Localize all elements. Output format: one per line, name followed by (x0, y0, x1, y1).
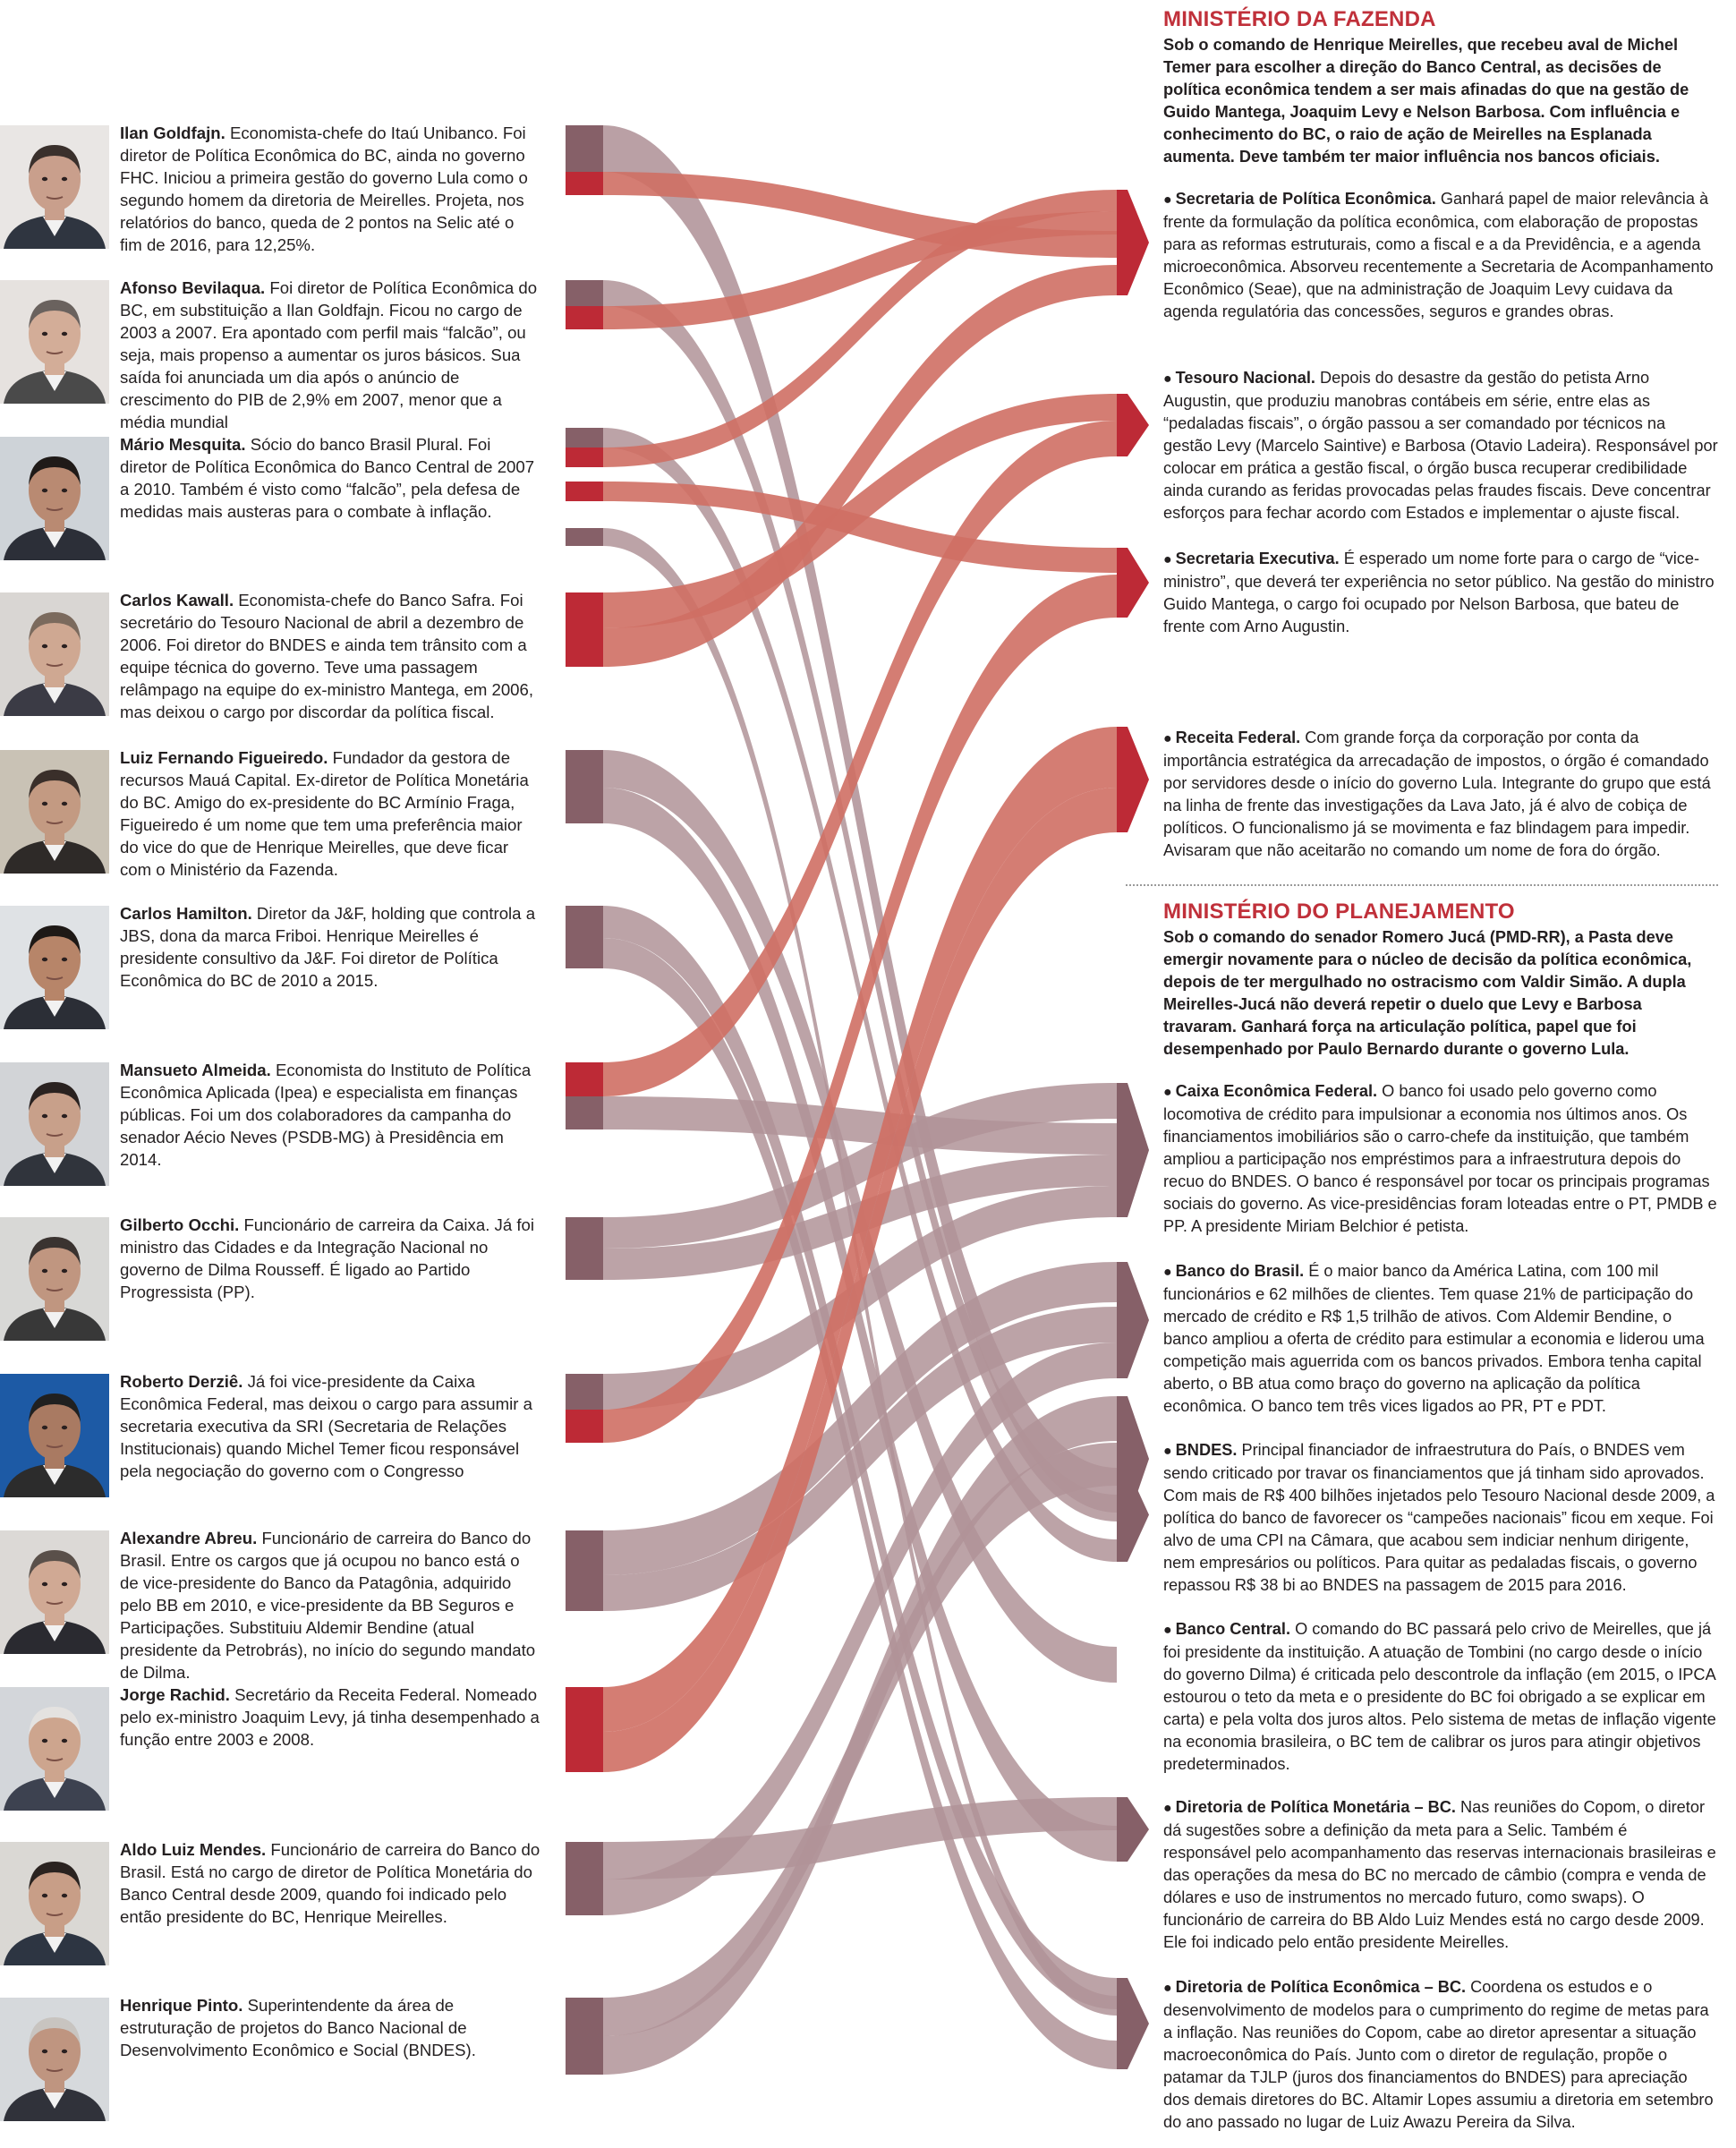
person-bio (120, 1370, 540, 1482)
person-name: Gilberto Occhi. (120, 1215, 240, 1234)
person-bio-text: Já foi vice-presidente da Caixa Econômica Federal, mas deixou o cargo para assumir a secretaria executiva da SRI (Secretaria de Relações Institucionais) quando Michel Temer ficou responsável pela negociação do governo com o Congresso (120, 1372, 532, 1480)
flow-target-arrow (1117, 1083, 1149, 1217)
portrait-carlos-hamilton (0, 906, 109, 1029)
bullet-icon: ● (1163, 1265, 1172, 1280)
flow-band (603, 211, 1117, 329)
person-name: Jorge Rachid. (120, 1685, 230, 1704)
person-bio (120, 1214, 540, 1303)
person-bio-text: Fundador da gestora de recursos Mauá Capital. Ex-diretor de Política Monetária do BC. Amigo do ex-presidente do BC Armínio Fraga, Figueiredo é um nome que tem uma preferência maior do vice do que de Henrique Meirelles, que deve ficar com o Ministério da Fazenda. (120, 748, 529, 879)
flow-target-arrow (1117, 394, 1149, 456)
bullet-icon: ● (1163, 1623, 1172, 1638)
person-bio (120, 1838, 540, 1928)
fazenda-item-secretaria-executiva: ● Secretaria Executiva. É esperado um nome forte para o cargo de “vice-ministro”, que deverá ter experiência no setor público. Na gestão do ministro Guido Mantega, o cargo foi ocupado por Nelson Barbosa, que bateu de frente com Arno Augustin. (1163, 550, 1715, 635)
person-bio-text: Economista do Instituto de Política Econômica Aplicada (Ipea) e especialista em finanças públicas. Foi um dos colaboradores da campanha do senador Aécio Neves (PSDB-MG) à Presidência em 2014. (120, 1061, 532, 1169)
bullet-icon: ● (1163, 1085, 1172, 1100)
flow-source-bar (566, 628, 603, 667)
person-name: Luiz Fernando Figueiredo. (120, 748, 328, 767)
person-bio-text: Economista-chefe do Itaú Unibanco. Foi diretor de Política Econômica do BC, ainda no governo FHC. Iniciou a primeira gestão do governo Lula como o segundo homem da diretoria de Meirelles. Projeta, nos relatórios do banco, queda de 2 pontos na Selic até o fim de 2016, para 12,25%. (120, 124, 528, 254)
flow-target-arrow (1117, 548, 1149, 618)
person-bio-text: Secretário da Receita Federal. Nomeado pelo ex-ministro Joaquim Levy, já tinha desempenhado a função entre 2003 e 2008. (120, 1685, 540, 1749)
flow-band (603, 394, 1117, 628)
person-name: Mansueto Almeida. (120, 1061, 271, 1079)
flow-source-bar (566, 172, 603, 195)
flow-target-arrow (1117, 1797, 1149, 1862)
flow-source-bar (566, 1249, 603, 1280)
portrait-aldo-luiz-mendes (0, 1842, 109, 1965)
person-name: Afonso Bevilaqua. (120, 278, 266, 297)
person-name: Alexandre Abreu. (120, 1529, 258, 1547)
planejamento-heading: MINISTÉRIO DO PLANEJAMENTO (1163, 899, 1515, 924)
flow-source-bar (566, 448, 603, 467)
bullet-icon: ● (1163, 192, 1172, 208)
fazenda-item-receita-federal: ● Receita Federal. Com grande força da corporação por conta da importância estratégica da arrecadação de impostos, o órgão é comandado por servidores desde o início do governo Lula. Integrante do grupo que está na linha de frente das investigações da Lava Jato, já é alvo de cobiça de políticos. O funcionalismo já se movimenta e faz blindagem para impedir. Avisaram que não aceitarão no comando um nome de fora do órgão. (1163, 729, 1711, 859)
portrait-luiz-fernando-figueiredo (0, 750, 109, 874)
flow-source-bar (566, 306, 603, 329)
flow-source-bar (566, 1842, 603, 1880)
planejamento-item-bndes: ● BNDES. Principal financiador de infraestrutura do País, o BNDES vem sendo criticado por travar os financiamentos que já tinham sido aprovados. Com mais de R$ 400 bilhões injetados pelo Tesouro Nacional desde 2009, a política do banco de favorecer os “campeões nacionais” ficou em xeque. Foi alvo de uma CPI na Câmara, que acabou sem indiciar nenhum dirigente, nem empresários ou políticos. Para quitar as pedaladas fiscais, o governo repassou R$ 38 bi ao BNDES na passagem de 2015 para 2016. (1163, 1441, 1715, 1594)
section-divider (1126, 884, 1718, 886)
flow-source-bar (566, 528, 603, 546)
bullet-icon: ● (1163, 1801, 1172, 1816)
flow-source-bar (566, 1880, 603, 1915)
bullet-icon: ● (1163, 371, 1172, 387)
portrait-jorge-rachid (0, 1687, 109, 1811)
planejamento-intro: Sob o comando do senador Romero Jucá (PMD-RR), a Pasta deve emergir novamente para o núcleo de decisão da política econômica, depois de ter mergulhado no ostracismo com Valdir Simão. A dupla Meirelles-Jucá não deverá repetir o duelo que Levy e Barbosa travaram. Ganhará força na articulação política, papel que foi desempenhado por Paulo Bernardo durante o governo Lula. (1163, 928, 1692, 1058)
bullet-icon: ● (1163, 1981, 1172, 1996)
person-bio (120, 1683, 540, 1751)
flow-source-bar (566, 428, 603, 448)
person-bio (120, 589, 540, 723)
person-bio (120, 1527, 540, 1683)
flow-source-bar (566, 1530, 603, 1575)
flow-source-bar (566, 1998, 603, 2036)
portrait-carlos-kawall (0, 592, 109, 716)
planejamento-item-banco-do-brasil: ● Banco do Brasil. É o maior banco da América Latina, com 100 mil funcionários e 62 milhões de clientes. Tem quase 21% de participação do mercado de crédito e R$ 1,5 trilhão de ativos. Com Aldemir Bendine, o banco ampliou a oferta de crédito para estimular a economia e liderou uma competição mais aguerrida com os bancos privados. Embora tenha capital aberto, o BB atua como braço do governo na aplicação da política econômica. O banco tem três vices ligados ao PR, PT e PDT. (1163, 1262, 1705, 1415)
flow-source-bar (566, 938, 603, 968)
flow-source-bar (566, 592, 603, 628)
person-bio-text: Economista-chefe do Banco Safra. Foi secretário do Tesouro Nacional de abril a dezembro de 2006. Foi diretor do BNDES e ainda tem trânsito com a equipe técnica do governo. Teve uma passagem relâmpago na equipe do ex-ministro Mantega, em 2006, mas deixou o cargo por discordar da política fiscal. (120, 591, 534, 721)
fazenda-item-tesouro-nacional: ● Tesouro Nacional. Depois do desastre da gestão do petista Arno Augustin, que produziu manobras contábeis em série, entre elas as “pedaladas fiscais”, o órgão passou a ser comandado por técnicos na gestão Levy (Marcelo Saintive) e Barbosa (Otavio Ladeira). Responsável por colocar em prática a gestão fiscal, o órgão busca recuperar credibilidade ainda curando as feridas provocadas pelas fraudes fiscais. Deve concentrar esforços para fechar acordo com Estados e implementar o ajuste fiscal. (1163, 369, 1718, 522)
person-bio-text: Funcionário de carreira da Caixa. Já foi ministro das Cidades e da Integração Nacional no governo de Dilma Rousseff. É ligado ao Partido Progressista (PP). (120, 1215, 534, 1301)
fazenda-intro: Sob o comando de Henrique Meirelles, que recebeu aval de Michel Temer para escolher a direção do Banco Central, as decisões de política econômica tendem a ser mais afinadas do que na gestão de Guido Mantega, Joaquim Levy e Nelson Barbosa. Com influência e conhecimento do BC, o raio de ação de Meirelles na Esplanada aumenta. Deve também ter maior influência nos bancos oficiais. (1163, 36, 1689, 166)
person-bio-text: Sócio do banco Brasil Plural. Foi diretor de Política Econômica do Banco Central de 2007 a 2010. Também é visto como “falcão”, pela defesa de medidas mais austeras para o combate à inflação. (120, 435, 535, 521)
person-name: Ilan Goldfajn. (120, 124, 226, 142)
person-bio (120, 746, 540, 881)
person-name: Aldo Luiz Mendes. (120, 1840, 267, 1859)
flow-source-bar (566, 1217, 603, 1249)
planejamento-item-dir-politica-economica: ● Diretoria de Política Econômica – BC. Coordena os estudos e o desenvolvimento de modelos para o cumprimento do regime de metas para a inflação. Nas reuniões do Copom, cabe ao diretor apresentar a situação macroeconômica do País. Junto com o diretor de regulação, propõe o patamar da TJLP (juros dos financiamentos do BNDES) para apreciação dos demais diretores do BC. Altamir Lopes assumiu a diretoria em setembro do ano passado no lugar de Luiz Awazu Pereira da Silva. (1163, 1978, 1714, 2131)
flow-source-bar (566, 2036, 603, 2075)
person-bio (120, 902, 540, 992)
person-name: Carlos Kawall. (120, 591, 234, 609)
portrait-mario-mesquita (0, 437, 109, 560)
person-bio (120, 1994, 540, 2061)
bullet-icon: ● (1163, 552, 1172, 567)
person-bio-text: Foi diretor de Política Econômica do BC, em substituição a Ilan Goldfajn. Ficou no cargo de 2003 a 2007. Era apontado com perfil mais “falcão”, ou seja, mais propenso a aumentar os juros básicos. Sua saída foi anunciada um dia após o anúncio de crescimento do PIB de 2,9% em 2007, menor que a média mundial (120, 278, 538, 431)
flow-source-bar (566, 788, 603, 823)
fazenda-heading: MINISTÉRIO DA FAZENDA (1163, 7, 1436, 31)
flow-target-arrow (1117, 1468, 1149, 1562)
person-bio-text: Superintendente da área de estruturação de projetos do Banco Nacional de Desenvolvimento Econômico e Social (BNDES). (120, 1996, 476, 2059)
person-name: Mário Mesquita. (120, 435, 246, 454)
person-bio-text: Funcionário de carreira do Banco do Brasil. Entre os cargos que já ocupou no banco está o de vice-presidente do Banco da Patagônia, adquirido pelo BB em 2010, e vice-presidente da BB Seguros e Participações. Substituiu Aldemir Bendine (atual presidente da Petrobrás), no início do segundo mandato de Dilma. (120, 1529, 536, 1682)
flow-target-arrow (1117, 190, 1149, 295)
person-bio (120, 277, 540, 433)
bullet-icon: ● (1163, 731, 1172, 746)
person-bio (120, 1059, 540, 1171)
flow-source-bar (566, 482, 603, 501)
portrait-henrique-pinto (0, 1998, 109, 2121)
portrait-mansueto-almeida (0, 1062, 109, 1186)
flow-target-arrow (1117, 1978, 1149, 2069)
portrait-alexandre-abreu (0, 1530, 109, 1654)
person-bio (120, 433, 540, 523)
person-bio-text: Funcionário de carreira do Banco do Brasil. Está no cargo de diretor de Política Monetária do Banco Central desde 2009, quando foi indicado pelo então presidente do BC, Henrique Meirelles. (120, 1840, 540, 1926)
planejamento-item-banco-central: ● Banco Central. O comando do BC passará pelo crivo de Meirelles, que já foi presidente da instituição. A atuação de Tombini (no cargo desde o início do governo Dilma) é criticada pelo descontrole da inflação (em 2015, o IPCA estourou o teto da meta e o presidente do BC foi obrigado a se explicar em carta) e pela volta dos juros altos. Pelo sistema de metas de inflação vigente na economia brasileira, o BC tem de calibrar os juros para atingir objetivos predeterminados. (1163, 1620, 1716, 1773)
person-name: Roberto Derziê. (120, 1372, 243, 1391)
planejamento-item-dir-politica-monetaria: ● Diretoria de Política Monetária – BC. Nas reuniões do Copom, o diretor dá sugestões sobre a definição da meta para a Selic. Também é responsável pelo acompanhamento das reservas internacionais brasileiras e das operações da mesa do BC no mercado de câmbio (compra e venda de dólares e uso de instrumentos no mercado futuro, como swaps). O funcionário de carreira do BB Aldo Luiz Mendes está no cargo desde 2009. Ele foi indicado pelo então presidente Meirelles. (1163, 1798, 1716, 1951)
person-name: Carlos Hamilton. (120, 904, 252, 923)
fazenda-item-secretaria-politica-economica: ● Secretaria de Política Econômica. Ganhará papel de maior relevância à frente da formulação da política econômica, com elaboração de propostas para as reformas estruturais, como a fiscal e a da Previdência, e a agenda microeconômica. Absorveu recentemente a Secretaria de Acompanhamento Econômico (Seae), que na administração de Joaquim Levy cuidava da agenda regulatória das concessões, seguros e grandes obras. (1163, 190, 1714, 320)
flow-target-arrow (1117, 1262, 1149, 1378)
flow-source-bar (566, 1096, 603, 1129)
portrait-roberto-derzie (0, 1374, 109, 1497)
person-bio-text: Diretor da J&F, holding que controla a JBS, dona da marca Friboi. Henrique Meirelles é presidente consultivo da J&F. Foi diretor de Política Econômica do BC de 2010 a 2015. (120, 904, 536, 990)
portrait-gilberto-occhi (0, 1217, 109, 1341)
portrait-afonso-bevilaqua (0, 280, 109, 404)
flow-source-bar (566, 906, 603, 938)
flow-source-bar (566, 1062, 603, 1096)
flow-source-bar (566, 1374, 603, 1410)
flow-source-bar (566, 125, 603, 172)
flow-source-bar (566, 1575, 603, 1611)
flow-source-bar (566, 750, 603, 788)
planejamento-item-caixa: ● Caixa Econômica Federal. O banco foi usado pelo governo como locomotiva de crédito para impulsionar a economia nos últimos anos. Os financiamentos imobiliários são o carro-chefe da instituição, que também ampliou a participação nos empréstimos para a infraestrutura depois do recuo do BNDES. O banco é responsável por tocar os principais programas sociais do governo. As vice-presidências foram loteadas entre o PT, PMDB e PP. A presidente Miriam Belchior é petista. (1163, 1082, 1717, 1235)
person-bio (120, 122, 540, 256)
flow-target-arrow (1117, 727, 1149, 832)
flow-source-bar (566, 1687, 603, 1732)
portrait-ilan-goldfajn (0, 125, 109, 249)
bullet-icon: ● (1163, 1444, 1172, 1459)
flow-source-bar (566, 1410, 603, 1443)
flow-source-bar (566, 280, 603, 306)
person-name: Henrique Pinto. (120, 1996, 243, 2015)
flow-source-bar (566, 1732, 603, 1772)
